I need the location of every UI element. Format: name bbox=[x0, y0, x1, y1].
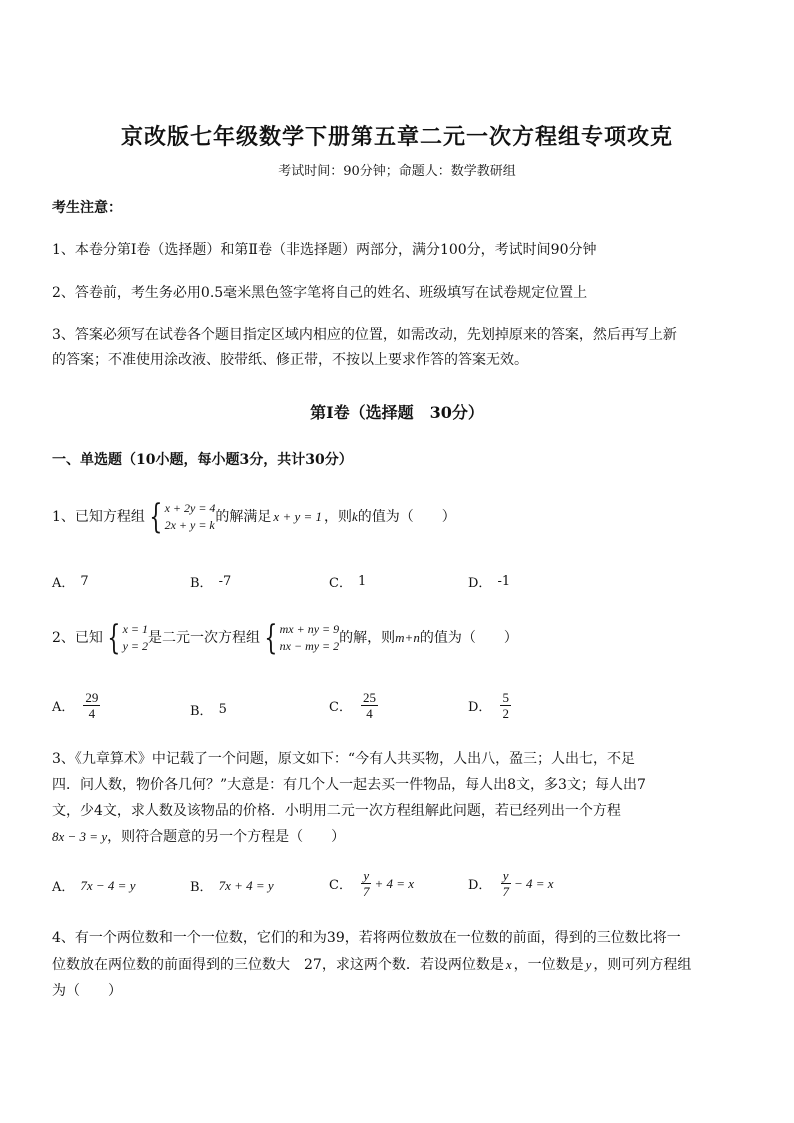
q1-prefix: 1、已知方程组 bbox=[52, 509, 145, 525]
option-value: 1 bbox=[357, 574, 367, 589]
q3-option-b[interactable] bbox=[190, 876, 274, 895]
option-value: -7 bbox=[218, 574, 232, 589]
q3-option-c[interactable] bbox=[329, 868, 414, 899]
fraction bbox=[361, 690, 378, 721]
option-value: -1 bbox=[497, 574, 511, 589]
q2-sol1: x = 1 bbox=[122, 622, 148, 636]
q3-option-a[interactable] bbox=[52, 876, 135, 895]
q2-option-c[interactable] bbox=[329, 690, 381, 721]
q1-option-d[interactable] bbox=[468, 572, 510, 591]
q1-eq1: x + 2y = 4 bbox=[164, 501, 216, 515]
q3-line-2: 四．问人数，物价各几何？”大意是：有几个人一起去买一件物品，每人出8文，多3文；每人出7 bbox=[52, 777, 646, 793]
numerator: 25 bbox=[362, 690, 376, 705]
question-1 bbox=[52, 497, 456, 537]
q2-option-d[interactable] bbox=[468, 690, 514, 721]
page-subtitle: 考试时间：90分钟；命题人：数学教研组 bbox=[278, 164, 516, 179]
q4-line-1: 4、有一个两位数和一个一位数，它们的和为39，若将两位数放在一位数的前面，得到的三位数比将一 bbox=[52, 930, 681, 946]
q3-line-1: 3、《九章算术》中记载了一个问题，原文如下：“今有人共买物，人出八，盈三；人出七，不足 bbox=[52, 751, 636, 767]
q2-system bbox=[260, 618, 340, 658]
numerator: y bbox=[502, 868, 509, 883]
fraction bbox=[83, 690, 100, 721]
option-value: 5 bbox=[218, 702, 227, 717]
option-label: D． bbox=[468, 878, 492, 893]
q2-expr: m+n bbox=[395, 630, 420, 645]
q1-suffix: 的值为（ ） bbox=[357, 509, 456, 525]
q1-eq2: 2x + y = k bbox=[164, 518, 215, 532]
option-label: B． bbox=[190, 704, 213, 719]
brace-icon: { bbox=[149, 497, 163, 537]
q4-line-2-text: 位数放在两位数的前面得到的三位数大 27，求这两个数．若设两位数是 bbox=[52, 957, 504, 973]
fraction bbox=[500, 690, 511, 721]
option-rest: − 4 = x bbox=[513, 875, 554, 891]
q1-system bbox=[145, 497, 216, 537]
option-label: C． bbox=[329, 576, 352, 591]
q2-option-b[interactable] bbox=[190, 700, 227, 719]
q3-equation: 8x − 3 = y bbox=[52, 829, 108, 844]
q3-option-d[interactable] bbox=[468, 868, 554, 899]
section-title: 第Ⅰ卷（选择题 30分） bbox=[310, 403, 484, 422]
notice-item-3: 3、答案必须写在试卷各个题目指定区域内相应的位置，如需改动，先划掉原来的答案，然后再写上新 bbox=[52, 327, 677, 343]
q2-prefix: 2、已知 bbox=[52, 630, 103, 646]
option-label: C． bbox=[329, 878, 352, 893]
q4-tail: ，则可列方程组 bbox=[593, 957, 692, 973]
notice-item-2: 2、答卷前，考生务必用0.5毫米黑色签字笔将自己的姓名、班级填写在试卷规定位置上 bbox=[52, 285, 588, 301]
option-value: 7x + 4 = y bbox=[218, 877, 274, 893]
option-label: A． bbox=[52, 880, 75, 895]
q4-var-x: x bbox=[505, 957, 512, 972]
fraction bbox=[500, 868, 511, 899]
q1-mid: 的解满足 bbox=[215, 509, 272, 525]
notice-heading: 考生注意： bbox=[52, 200, 122, 216]
option-label: C． bbox=[329, 700, 352, 715]
denominator: 7 bbox=[362, 884, 370, 899]
q2-eq2: nx − my = 2 bbox=[279, 639, 340, 653]
q2-sol2: y = 2 bbox=[122, 639, 148, 653]
q3-line-3: 文，少4文，求人数及该物品的价格．小明用二元一次方程组解此问题，若已经列出一个方程 bbox=[52, 803, 621, 819]
q1-option-a[interactable] bbox=[52, 572, 89, 591]
q1-var: k bbox=[352, 509, 358, 524]
denominator: 7 bbox=[502, 884, 509, 899]
numerator: 29 bbox=[85, 690, 99, 705]
denominator: 4 bbox=[88, 706, 96, 721]
fraction bbox=[361, 868, 372, 899]
notice-item-3-cont: 的答案；不准使用涂改液、胶带纸、修正带，不按以上要求作答的答案无效。 bbox=[52, 352, 528, 368]
brace-icon: { bbox=[107, 618, 121, 658]
q2-solution bbox=[103, 618, 148, 658]
option-label: B． bbox=[190, 576, 213, 591]
option-rest: + 4 = x bbox=[374, 875, 415, 891]
q4-mid: ，一位数是 bbox=[513, 957, 584, 973]
part-heading: 一、单选题（10小题，每小题3分，共计30分） bbox=[52, 452, 353, 468]
denominator: 4 bbox=[366, 706, 373, 721]
question-2 bbox=[52, 618, 518, 658]
numerator: 5 bbox=[502, 690, 509, 705]
q3-line-4 bbox=[52, 827, 345, 847]
q1-option-c[interactable] bbox=[329, 572, 366, 591]
q1-condition: x + y = 1 bbox=[273, 509, 323, 524]
option-label: A． bbox=[52, 700, 75, 715]
option-label: D． bbox=[468, 700, 492, 715]
q1-mid2: ，则 bbox=[324, 509, 353, 525]
q4-line-3: 为（ ） bbox=[52, 983, 122, 999]
denominator: 2 bbox=[502, 706, 509, 721]
q2-mid: 是二元一次方程组 bbox=[148, 630, 260, 646]
option-value: 7 bbox=[80, 574, 89, 589]
q1-option-b[interactable] bbox=[190, 572, 231, 591]
q4-line-2 bbox=[52, 955, 691, 975]
notice-item-1: 1、本卷分第Ⅰ卷（选择题）和第Ⅱ卷（非选择题）两部分，满分100分，考试时间90分钟 bbox=[52, 242, 597, 258]
page-title: 京改版七年级数学下册第五章二元一次方程组专项攻克 bbox=[120, 124, 673, 150]
option-value: 7x − 4 = y bbox=[80, 877, 136, 893]
q2-option-a[interactable] bbox=[52, 690, 103, 721]
option-label: D． bbox=[468, 576, 492, 591]
q2-suffix: 的值为（ ） bbox=[419, 630, 518, 646]
q4-var-y: y bbox=[585, 957, 592, 972]
option-label: A． bbox=[52, 576, 75, 591]
brace-icon: { bbox=[264, 618, 278, 658]
q2-eq1: mx + ny = 9 bbox=[279, 622, 340, 636]
q3-last: ，则符合题意的另一个方程是（ ） bbox=[107, 829, 346, 845]
q2-mid2: 的解，则 bbox=[339, 630, 396, 646]
numerator: y bbox=[363, 868, 370, 883]
option-label: B． bbox=[190, 880, 213, 895]
